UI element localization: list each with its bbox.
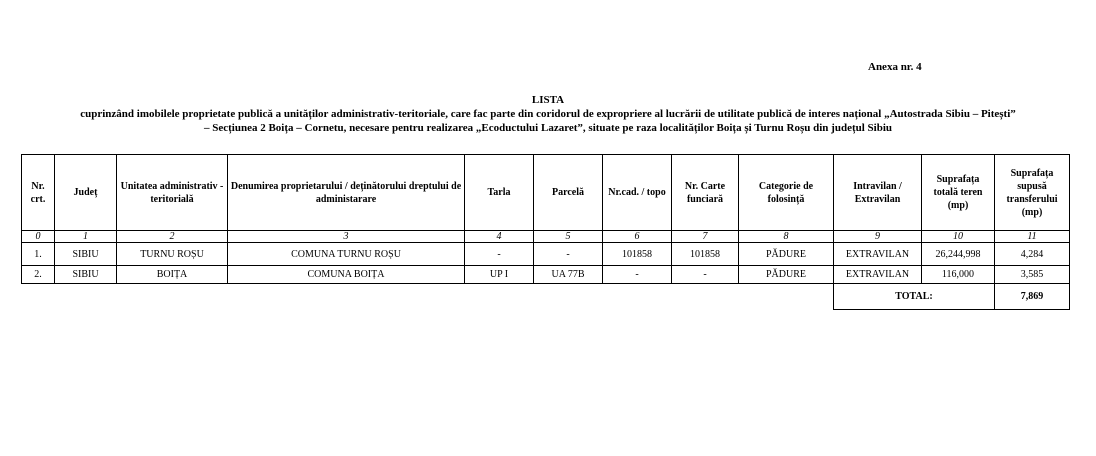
table-row [22, 243, 1070, 266]
header-supr-transfer: Suprafața supusă transferului (mp) [995, 155, 1070, 231]
cell-categorie: PĂDURE [739, 243, 834, 266]
column-index: 6 [603, 231, 672, 243]
column-index: 11 [995, 231, 1070, 243]
header-intravilan: Intravilan / Extravilan [834, 155, 922, 231]
header-proprietar: Denumirea proprietarului / deținătorului dreptului de administarare [228, 155, 465, 231]
cell-supr-transfer: 4,284 [995, 243, 1070, 266]
column-index: 10 [922, 231, 995, 243]
cell-proprietar: COMUNA BOIȚA [228, 266, 465, 284]
cell-cf: - [672, 266, 739, 284]
cell-uat: BOIȚA [117, 266, 228, 284]
document-subtitle-line-1: cuprinzând imobilele proprietate publică a unităților administrativ-teritoriale, care fac parte din coridorul de expropriere al lucrării de utilitate publică de interes național „Autostrada Sibiu – Pitești” [80, 108, 1016, 120]
cell-tarla: UP I [465, 266, 534, 284]
property-table [21, 154, 1070, 310]
column-index: 3 [228, 231, 465, 243]
document-subtitle-line-2: – Secțiunea 2 Boița – Cornetu, necesare pentru realizarea „Ecoductului Lazaret”, situate pe raza localităților Boița și Turnu Roșu din județul Sibiu [203, 122, 893, 134]
column-index: 0 [22, 231, 55, 243]
column-index: 9 [834, 231, 922, 243]
cell-nr: 1. [22, 243, 55, 266]
cell-cf: 101858 [672, 243, 739, 266]
document-title: LISTA [531, 94, 565, 106]
column-index-row [22, 231, 1070, 243]
column-index: 1 [55, 231, 117, 243]
cell-uat: TURNU ROȘU [117, 243, 228, 266]
total-spacer [22, 284, 834, 310]
cell-supr-totala: 116,000 [922, 266, 995, 284]
cell-parcela: UA 77B [534, 266, 603, 284]
column-index: 7 [672, 231, 739, 243]
cell-proprietar: COMUNA TURNU ROȘU [228, 243, 465, 266]
table-header-row [22, 155, 1070, 231]
column-index: 4 [465, 231, 534, 243]
cell-nrcad: 101858 [603, 243, 672, 266]
cell-judet: SIBIU [55, 243, 117, 266]
header-nr: Nr. crt. [22, 155, 55, 231]
cell-supr-transfer: 3,585 [995, 266, 1070, 284]
header-supr-totala: Suprafața totală teren (mp) [922, 155, 995, 231]
column-index: 2 [117, 231, 228, 243]
cell-judet: SIBIU [55, 266, 117, 284]
header-parcela: Parcelă [534, 155, 603, 231]
cell-intravilan: EXTRAVILAN [834, 243, 922, 266]
header-uat: Unitatea administrativ - teritorială [117, 155, 228, 231]
header-cf: Nr. Carte funciară [672, 155, 739, 231]
cell-supr-totala: 26,244,998 [922, 243, 995, 266]
cell-nr: 2. [22, 266, 55, 284]
total-value: 7,869 [995, 284, 1070, 310]
header-nrcad: Nr.cad. / topo [603, 155, 672, 231]
cell-nrcad: - [603, 266, 672, 284]
header-judet: Județ [55, 155, 117, 231]
cell-parcela: - [534, 243, 603, 266]
header-tarla: Tarla [465, 155, 534, 231]
cell-intravilan: EXTRAVILAN [834, 266, 922, 284]
cell-tarla: - [465, 243, 534, 266]
total-label: TOTAL: [834, 284, 995, 310]
table-row [22, 266, 1070, 284]
column-index: 5 [534, 231, 603, 243]
annex-number: Anexa nr. 4 [868, 61, 922, 73]
total-row [22, 284, 1070, 310]
column-index: 8 [739, 231, 834, 243]
cell-categorie: PĂDURE [739, 266, 834, 284]
header-categorie: Categorie de folosință [739, 155, 834, 231]
